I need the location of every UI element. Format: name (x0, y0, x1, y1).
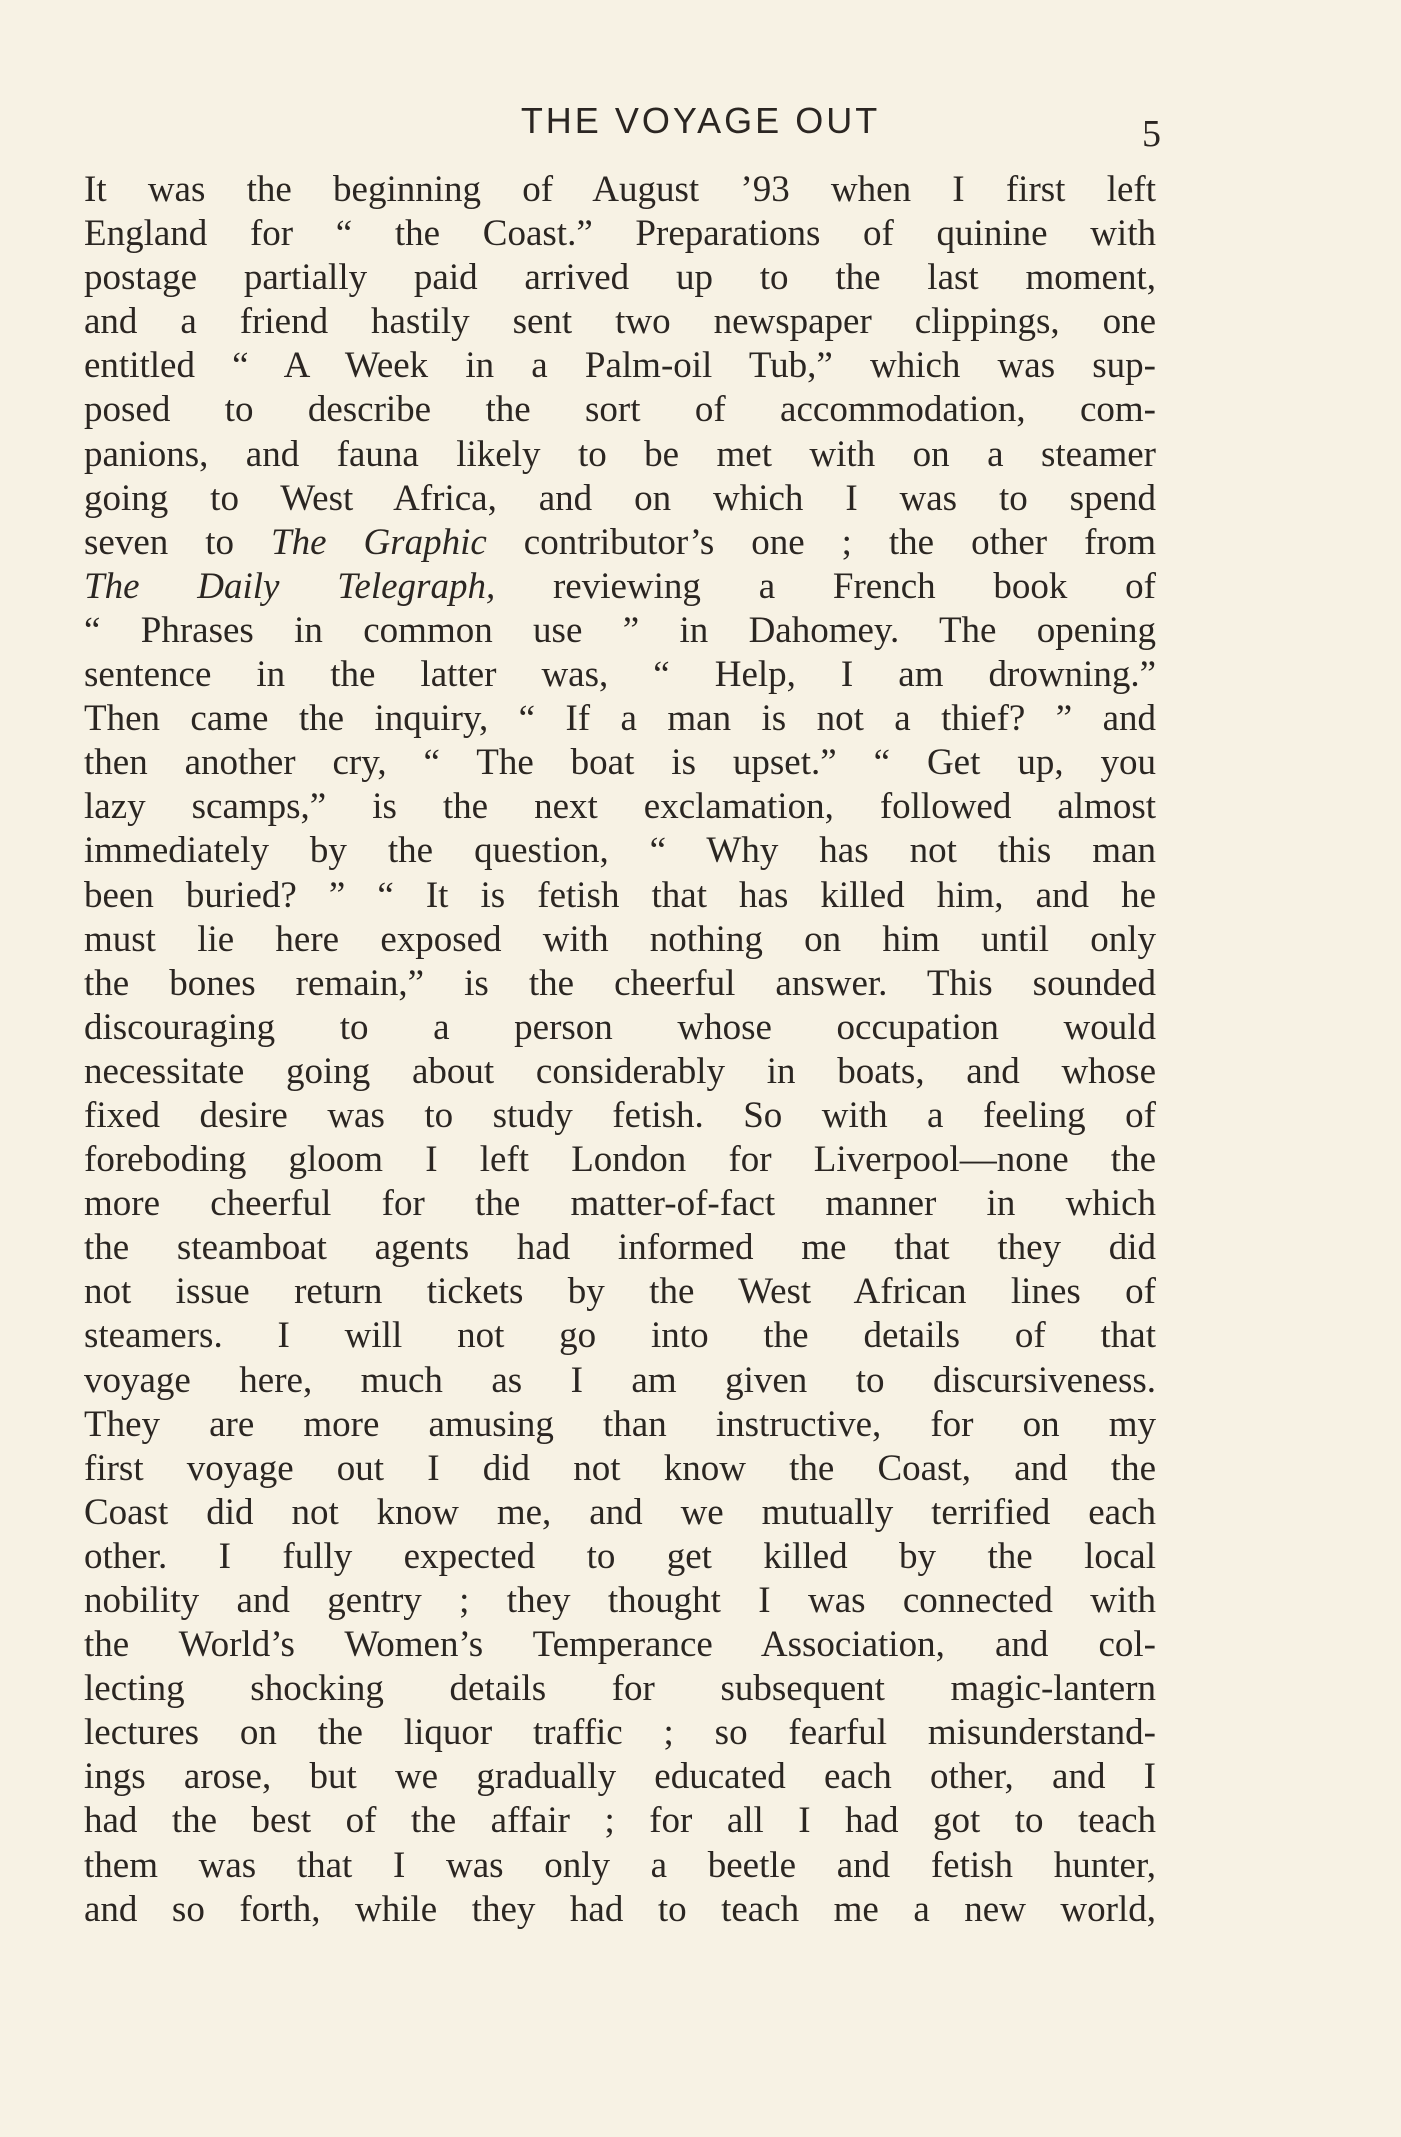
text-line (84, 300, 1156, 344)
text-line (84, 1094, 1156, 1138)
text-run: must lie here exposed with nothing on him until only (84, 918, 1156, 960)
text-run: them was that I was only a beetle and fetish hunter, (84, 1844, 1156, 1886)
text-run: contributor’s one ; the other from (486, 521, 1157, 563)
text-line (84, 1006, 1156, 1050)
text-line (84, 1623, 1156, 1667)
text-line (84, 1359, 1156, 1403)
text-line (84, 1447, 1156, 1491)
text-line (84, 1579, 1156, 1623)
text-line (84, 1491, 1156, 1535)
italic-title: The Daily Telegraph, (84, 565, 496, 607)
text-line (84, 785, 1156, 829)
text-run: been buried? ” “ It is fetish that has killed him, and he (84, 874, 1156, 916)
text-run: Then came the inquiry, “ If a man is not a thief? ” and (84, 698, 1156, 740)
text-line (84, 741, 1156, 785)
italic-title: The Graphic (271, 521, 487, 563)
text-line (84, 1667, 1156, 1711)
text-line (84, 1755, 1156, 1799)
text-run: immediately by the question, “ Why has not this man (84, 830, 1156, 872)
text-run: reviewing a French book of (495, 565, 1156, 607)
text-line (84, 918, 1156, 962)
text-line (84, 697, 1156, 741)
text-run: “ Phrases in common use ” in Dahomey. The opening (84, 609, 1156, 651)
text-line (84, 256, 1156, 300)
text-run: ings arose, but we gradually educated each other, and I (84, 1756, 1156, 1798)
text-run: and a friend hastily sent two newspaper clippings, one (84, 301, 1156, 343)
text-run: first voyage out I did not know the Coast, and the (84, 1447, 1156, 1489)
text-line (84, 1888, 1156, 1932)
text-run: lectures on the liquor traffic ; so fearful misunderstand- (84, 1712, 1156, 1754)
text-line (84, 1270, 1156, 1314)
text-line (84, 1799, 1156, 1843)
text-line (84, 212, 1156, 256)
text-line (84, 344, 1156, 388)
text-run: going to West Africa, and on which I was to spend (84, 477, 1156, 519)
text-run: sentence in the latter was, “ Help, I am drowning.” (84, 654, 1156, 696)
text-line (84, 1844, 1156, 1888)
text-line (84, 829, 1156, 873)
text-run: foreboding gloom I left London for Liverpool—none the (84, 1139, 1156, 1181)
text-line (84, 1403, 1156, 1447)
page-number: 5 (1142, 113, 1161, 155)
text-line (84, 168, 1156, 212)
text-line (84, 565, 1156, 609)
text-run: fixed desire was to study fetish. So with a feeling of (84, 1094, 1156, 1136)
text-run: panions, and fauna likely to be met with on a steamer (84, 433, 1156, 475)
text-line (84, 477, 1156, 521)
text-line (84, 388, 1156, 432)
text-run: Coast did not know me, and we mutually terrified each (84, 1491, 1156, 1533)
text-run: the bones remain,” is the cheerful answer. This sounded (84, 962, 1156, 1004)
text-line (84, 433, 1156, 477)
text-run: entitled “ A Week in a Palm-oil Tub,” which was sup- (84, 345, 1156, 387)
text-run: steamers. I will not go into the details of that (84, 1315, 1156, 1357)
text-run: then another cry, “ The boat is upset.” “ Get up, you (84, 742, 1156, 784)
text-line (84, 521, 1156, 565)
text-line (84, 1138, 1156, 1182)
text-run: necessitate going about considerably in boats, and whose (84, 1050, 1156, 1092)
text-line (84, 1182, 1156, 1226)
text-run: England for “ the Coast.” Preparations of quinine with (84, 213, 1156, 255)
text-run: the World’s Women’s Temperance Association, and col- (84, 1624, 1156, 1666)
text-line (84, 874, 1156, 918)
text-run: voyage here, much as I am given to discursiveness. (84, 1359, 1156, 1401)
text-line (84, 1314, 1156, 1358)
text-run: more cheerful for the matter-of-fact manner in which (84, 1183, 1156, 1225)
text-run: not issue return tickets by the West African lines of (84, 1271, 1156, 1313)
text-run: postage partially paid arrived up to the last moment, (84, 257, 1156, 299)
text-line (84, 1711, 1156, 1755)
text-run: posed to describe the sort of accommodation, com- (84, 389, 1156, 431)
text-line (84, 1050, 1156, 1094)
text-run: the steamboat agents had informed me that they did (84, 1227, 1156, 1269)
text-run: They are more amusing than instructive, for on my (84, 1403, 1156, 1445)
body-paragraph (84, 168, 1156, 1932)
text-run: It was the beginning of August ’93 when I first left (84, 169, 1156, 210)
text-run: lecting shocking details for subsequent magic-lantern (84, 1668, 1156, 1710)
text-run: and so forth, while they had to teach me a new world, (84, 1888, 1156, 1930)
text-line (84, 962, 1156, 1006)
text-line (84, 653, 1156, 697)
text-run: had the best of the affair ; for all I had got to teach (84, 1800, 1156, 1842)
text-run: other. I fully expected to get killed by the local (84, 1535, 1156, 1577)
text-run: discouraging to a person whose occupation would (84, 1006, 1156, 1048)
running-title: THE VOYAGE OUT (520, 100, 881, 141)
text-run: nobility and gentry ; they thought I was connected with (84, 1580, 1156, 1621)
text-run: seven to (84, 521, 271, 563)
text-line (84, 1535, 1156, 1579)
text-run: lazy scamps,” is the next exclamation, followed almost (84, 786, 1156, 828)
text-line (84, 609, 1156, 653)
text-line (84, 1226, 1156, 1270)
